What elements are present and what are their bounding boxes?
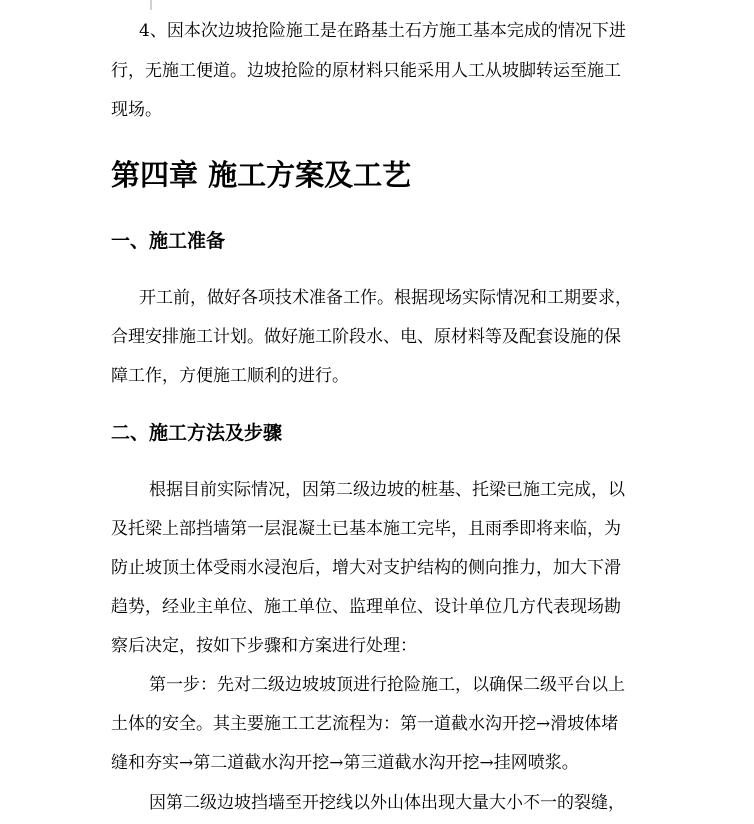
paragraph-line: 障工作，方便施工顺利的进行。 [111,366,349,386]
paragraph-line: 根据目前实际情况，因第二级边坡的桩基、托梁已施工完成，以 [149,480,625,500]
paragraph-line: 及托梁上部挡墙第一层混凝土已基本施工完毕，且雨季即将来临，为 [111,519,621,539]
section-heading: 二、施工方法及步骤 [111,422,283,444]
paragraph-line: 土体的安全。其主要施工工艺流程为：第一道截水沟开挖→滑坡体堵 [111,714,619,734]
paragraph-line: 现场。 [111,100,162,120]
paragraph-line: 察后决定，按如下步骤和方案进行处理： [111,636,417,656]
paragraph-line: 因第二级边坡挡墙至开挖线以外山体出现大量大小不一的裂缝， [149,793,625,813]
paragraph-line: 缝和夯实→第二道截水沟开挖→第三道截水沟开挖→挂网喷浆。 [111,753,579,773]
paragraph-line: 合理安排施工计划。做好施工阶段水、电、原材料等及配套设施的保 [111,327,621,347]
paragraph-line: 防止坡顶土体受雨水浸泡后，增大对支护结构的侧向推力，加大下滑 [111,558,621,578]
paragraph-line: 行，无施工便道。边坡抢险的原材料只能采用人工从坡脚转运至施工 [111,61,621,81]
section-heading: 一、施工准备 [111,230,226,252]
paragraph-line: 4、因本次边坡抢险施工是在路基土石方施工基本完成的情况下进 [139,21,626,41]
paragraph-line: 趋势，经业主单位、施工单位、监理单位、设计单位几方代表现场勘 [111,597,621,617]
page-top-mark [150,0,152,10]
paragraph-line: 开工前，做好各项技术准备工作。根据现场实际情况和工期要求， [139,288,632,308]
chapter-title: 第四章 施工方案及工艺 [111,158,412,192]
paragraph-line: 第一步：先对二级边坡坡顶进行抢险施工，以确保二级平台以上 [149,675,625,695]
